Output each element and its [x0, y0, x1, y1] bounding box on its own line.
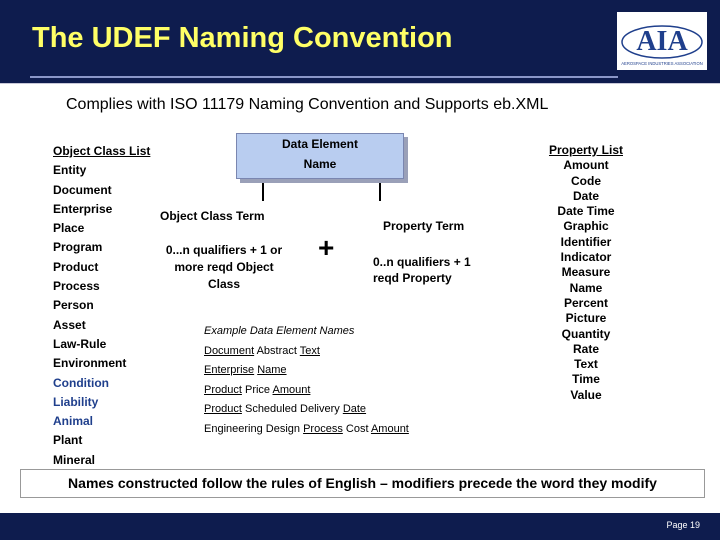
example-term: Enterprise [204, 364, 255, 376]
example-qualifier: Abstract [254, 344, 300, 357]
object-class-item: Person [53, 298, 94, 313]
example-qualifier: Scheduled Delivery [241, 403, 343, 415]
object-class-item: Plant [53, 433, 83, 448]
object-class-item: Asset [53, 317, 86, 332]
property-item: Rate [572, 341, 599, 356]
property-item: Graphic [563, 219, 609, 234]
example-name-row [204, 361, 409, 381]
property-item: Text [574, 357, 598, 372]
aia-logo-icon [617, 12, 707, 70]
object-class-item: Animal [53, 414, 94, 429]
example-names-header: Example Data Element Names [204, 325, 355, 337]
property-term-label: Property Term [383, 219, 465, 233]
property-item: Percent [563, 295, 609, 310]
slide-title: The UDEF Naming Convention [32, 22, 453, 54]
property-list [540, 143, 632, 403]
object-class-item: Environment [53, 356, 127, 371]
object-class-item: Enterprise [53, 201, 113, 216]
object-class-item: Process [53, 279, 100, 294]
object-class-item: Document [53, 182, 112, 197]
example-names [204, 322, 409, 439]
slide-subtitle: Complies with ISO 11179 Naming Convention and Supports eb.XML [66, 96, 549, 113]
naming-rule-note: Names constructed follow the rules of English – modifiers precede the word they modify [20, 469, 705, 498]
property-item: Date [572, 188, 599, 203]
property-item: Value [570, 387, 602, 402]
example-term: Document [204, 344, 255, 357]
property-item: Name [569, 280, 603, 295]
property-item: Measure [561, 265, 611, 280]
property-item: Quantity [561, 326, 611, 341]
example-term: Name [257, 364, 287, 376]
object-class-item: Liability [53, 394, 99, 409]
example-term: Amount [272, 383, 311, 396]
property-term-detail: 0..n qualifiers + 1 reqd Property [373, 255, 471, 285]
property-item: Amount [563, 158, 609, 173]
example-name-row [204, 420, 409, 440]
property-list-header: Property List [548, 143, 623, 157]
example-term: Date [342, 403, 367, 415]
object-class-term-detail: 0...n qualifiers + 1 or more reqd Object Class [165, 243, 283, 291]
example-name-row [204, 342, 409, 362]
plus-sign: + [318, 232, 335, 263]
property-item: Code [571, 173, 601, 188]
data-element-line1: Data Element [281, 137, 359, 151]
example-term: Text [299, 344, 320, 357]
object-class-item: Mineral [53, 452, 96, 467]
object-class-term-label: Object Class Term [160, 209, 265, 223]
page-number: Page 19 [666, 520, 700, 530]
object-class-item: Program [53, 240, 103, 255]
object-class-list-header: Object Class List [53, 144, 151, 158]
object-class-item: Entity [53, 163, 87, 178]
aia-logo [617, 12, 707, 70]
slide-footer [0, 513, 720, 540]
example-name-row [204, 381, 409, 401]
example-qualifier: Price [241, 383, 273, 396]
example-term: Amount [370, 422, 409, 435]
title-underline [30, 76, 618, 78]
object-class-list [53, 142, 150, 470]
example-term: Product [204, 403, 242, 415]
connector-left [262, 183, 264, 201]
property-item: Time [572, 372, 600, 387]
logo-text: AIA [636, 26, 688, 57]
property-item: Date Time [557, 204, 615, 219]
example-qualifier: Cost [342, 422, 371, 435]
example-term: Product [204, 383, 242, 396]
example-qualifier: Engineering Design [204, 422, 304, 435]
property-item: Identifier [560, 234, 612, 249]
logo-caption: AEROSPACE INDUSTRIES ASSOCIATION [621, 61, 703, 66]
property-item: Picture [565, 311, 607, 326]
example-term: Process [303, 422, 343, 435]
property-item: Indicator [560, 250, 612, 265]
object-class-item: Law-Rule [53, 336, 107, 351]
object-class-item: Condition [53, 375, 109, 390]
object-class-item: Place [53, 221, 85, 236]
data-element-line2: Name [303, 157, 337, 171]
data-element-name-box [236, 133, 404, 179]
example-name-row [204, 400, 409, 420]
object-class-item: Product [53, 259, 99, 274]
connector-right [379, 183, 381, 201]
